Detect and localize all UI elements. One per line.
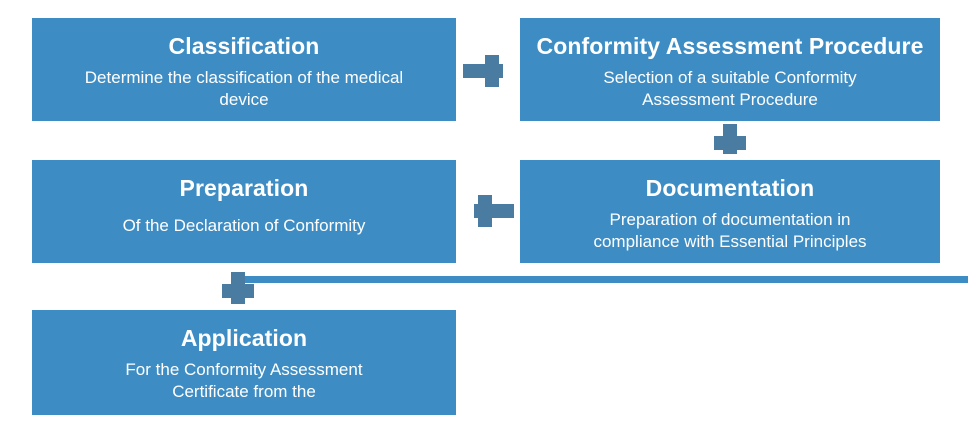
process-box-preparation[interactable] (32, 160, 456, 263)
process-box-description: Of the Declaration of Conformity (122, 216, 366, 236)
process-box-description: Preparation of documentation in compliance with Essential Principles (593, 210, 867, 252)
process-box-conformity-assessment-procedure[interactable] (520, 18, 940, 121)
arrow-classification-to-conformity (463, 55, 515, 87)
process-box-description: Determine the classification of the medical device (84, 68, 404, 110)
connector-line-return (238, 276, 968, 283)
process-box-classification[interactable] (32, 18, 456, 121)
process-box-title: Documentation (645, 175, 815, 201)
process-box-application[interactable] (32, 310, 456, 415)
process-box-description: Selection of a suitable Conformity Assessment Procedure (603, 68, 857, 110)
process-box-title: Application (180, 325, 308, 351)
process-box-title: Preparation (179, 175, 309, 201)
arrow-preparation-to-application (222, 272, 254, 312)
arrow-conformity-to-documentation (714, 124, 746, 162)
arrow-documentation-to-preparation (466, 195, 514, 227)
process-box-title: Classification (168, 33, 320, 59)
process-box-documentation[interactable] (520, 160, 940, 263)
process-box-description: For the Conformity Assessment Certificate from the (125, 360, 363, 402)
process-box-title: Conformity Assessment Procedure (536, 33, 924, 59)
